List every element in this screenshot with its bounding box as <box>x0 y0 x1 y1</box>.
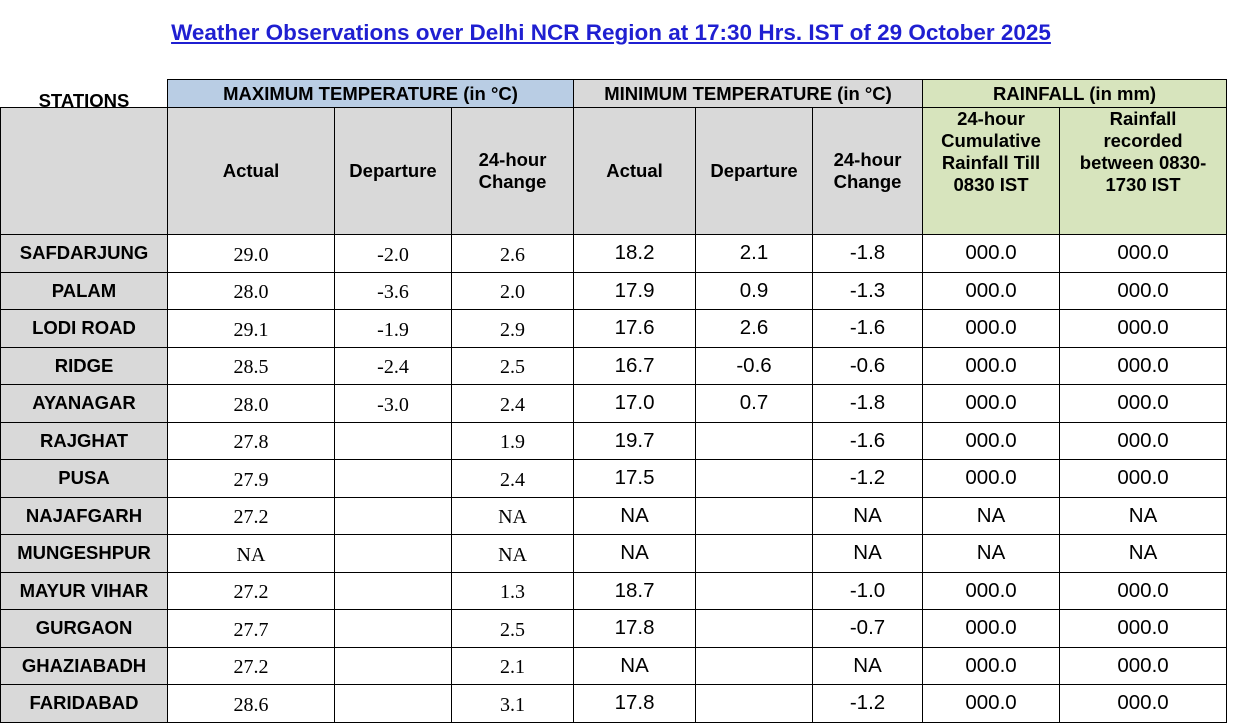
station-name-cell: LODI ROAD <box>1 310 168 348</box>
min-actual-cell: NA <box>574 497 696 535</box>
max-departure-cell: -2.4 <box>335 347 452 385</box>
min-actual-cell: 17.5 <box>574 460 696 498</box>
min-departure-cell <box>696 497 813 535</box>
station-name-cell: MAYUR VIHAR <box>1 572 168 610</box>
station-name-cell: NAJAFGARH <box>1 497 168 535</box>
rain-24h-cell: 000.0 <box>923 685 1060 723</box>
min-change-cell: -1.0 <box>813 572 923 610</box>
rain-day-cell: 000.0 <box>1060 572 1227 610</box>
min-actual-cell: NA <box>574 535 696 573</box>
min-change-header <box>813 108 923 235</box>
rain-24h-cell: 000.0 <box>923 347 1060 385</box>
min-change-cell: -1.8 <box>813 235 923 273</box>
rain-day-cell: 000.0 <box>1060 610 1227 648</box>
station-name-cell: SAFDARJUNG <box>1 235 168 273</box>
stations-header-label: STATIONS <box>38 90 130 111</box>
max-actual-cell: 27.2 <box>168 647 335 685</box>
min-change-cell: -1.3 <box>813 272 923 310</box>
max-temp-group-header: MAXIMUM TEMPERATURE (in °C) <box>168 80 574 108</box>
max-departure-cell <box>335 572 452 610</box>
table-row <box>1 385 1227 423</box>
max-actual-cell: 28.6 <box>168 685 335 723</box>
rain-24h-cell: NA <box>923 535 1060 573</box>
rain-day-cell: NA <box>1060 535 1227 573</box>
max-departure-cell: -3.6 <box>335 272 452 310</box>
table-row <box>1 572 1227 610</box>
station-name-cell: PUSA <box>1 460 168 498</box>
rain-24h-cell: 000.0 <box>923 647 1060 685</box>
min-change-cell: -1.8 <box>813 385 923 423</box>
min-actual-cell: NA <box>574 647 696 685</box>
max-change-cell: 2.4 <box>452 460 574 498</box>
rain-day-cell: 000.0 <box>1060 460 1227 498</box>
min-departure-cell: -0.6 <box>696 347 813 385</box>
min-departure-cell: 0.9 <box>696 272 813 310</box>
rain-24h-cell: 000.0 <box>923 460 1060 498</box>
table-row <box>1 685 1227 723</box>
station-name-cell: AYANAGAR <box>1 385 168 423</box>
max-departure-cell <box>335 422 452 460</box>
min-change-cell: NA <box>813 535 923 573</box>
max-departure-cell: -1.9 <box>335 310 452 348</box>
station-name-cell: FARIDABAD <box>1 685 168 723</box>
max-departure-cell <box>335 647 452 685</box>
max-change-cell: 1.9 <box>452 422 574 460</box>
max-change-cell: NA <box>452 497 574 535</box>
max-actual-cell: 27.8 <box>168 422 335 460</box>
max-actual-cell: 27.2 <box>168 572 335 610</box>
min-change-cell: -1.6 <box>813 310 923 348</box>
min-departure-cell <box>696 685 813 723</box>
max-departure-cell <box>335 497 452 535</box>
rain-24h-cell: 000.0 <box>923 385 1060 423</box>
rain-24h-cell: 000.0 <box>923 572 1060 610</box>
max-change-cell: 2.1 <box>452 647 574 685</box>
rain-24h-cell: 000.0 <box>923 610 1060 648</box>
min-change-cell: -1.2 <box>813 685 923 723</box>
min-change-cell: -1.6 <box>813 422 923 460</box>
max-change-cell: 3.1 <box>452 685 574 723</box>
max-departure-cell: -2.0 <box>335 235 452 273</box>
max-change-cell: 1.3 <box>452 572 574 610</box>
min-departure-cell: 2.1 <box>696 235 813 273</box>
min-departure-cell <box>696 610 813 648</box>
station-name-cell: PALAM <box>1 272 168 310</box>
min-departure-cell <box>696 422 813 460</box>
max-actual-cell: 27.2 <box>168 497 335 535</box>
table-row <box>1 235 1227 273</box>
min-departure-cell <box>696 647 813 685</box>
min-actual-cell: 18.7 <box>574 572 696 610</box>
max-departure-cell: -3.0 <box>335 385 452 423</box>
max-change-cell: 2.5 <box>452 610 574 648</box>
min-change-cell: -1.2 <box>813 460 923 498</box>
min-actual-cell: 16.7 <box>574 347 696 385</box>
min-departure-cell: 0.7 <box>696 385 813 423</box>
max-change-cell: 2.4 <box>452 385 574 423</box>
rain-24h-cell: 000.0 <box>923 235 1060 273</box>
max-change-header-label: 24-hour Change <box>478 149 547 192</box>
min-actual-cell: 17.0 <box>574 385 696 423</box>
stations-header <box>1 90 168 235</box>
station-name-cell: GURGAON <box>1 610 168 648</box>
station-name-cell: GHAZIABADH <box>1 647 168 685</box>
max-departure-cell <box>335 460 452 498</box>
observations-body <box>1 235 1227 723</box>
min-temp-group-header: MINIMUM TEMPERATURE (in °C) <box>574 80 923 108</box>
table-row <box>1 310 1227 348</box>
rain-24h-cell: NA <box>923 497 1060 535</box>
station-name-cell: MUNGESHPUR <box>1 535 168 573</box>
sub-header-row <box>1 108 1227 235</box>
rain-recorded-header <box>1060 108 1227 235</box>
min-change-cell: NA <box>813 497 923 535</box>
max-change-header <box>452 108 574 235</box>
max-change-cell: NA <box>452 535 574 573</box>
table-row <box>1 347 1227 385</box>
max-actual-cell: 28.5 <box>168 347 335 385</box>
max-change-cell: 2.6 <box>452 235 574 273</box>
min-actual-cell: 17.9 <box>574 272 696 310</box>
min-change-cell: NA <box>813 647 923 685</box>
max-departure-cell <box>335 685 452 723</box>
station-name-cell: RIDGE <box>1 347 168 385</box>
table-row <box>1 272 1227 310</box>
max-actual-cell: 28.0 <box>168 272 335 310</box>
max-actual-cell: 28.0 <box>168 385 335 423</box>
rain-recorded-header-label: Rainfall recorded between 0830-1730 IST <box>1079 108 1207 195</box>
min-departure-header: Departure <box>696 108 813 235</box>
table-row <box>1 535 1227 573</box>
max-change-cell: 2.9 <box>452 310 574 348</box>
max-departure-cell <box>335 535 452 573</box>
table-row <box>1 647 1227 685</box>
max-change-cell: 2.0 <box>452 272 574 310</box>
rain-day-cell: 000.0 <box>1060 272 1227 310</box>
rain-day-cell: 000.0 <box>1060 310 1227 348</box>
min-actual-header: Actual <box>574 108 696 235</box>
max-actual-cell: 29.1 <box>168 310 335 348</box>
min-departure-cell <box>696 460 813 498</box>
rain-24h-cell: 000.0 <box>923 310 1060 348</box>
rain-24h-cell: 000.0 <box>923 422 1060 460</box>
rain-day-cell: 000.0 <box>1060 347 1227 385</box>
max-actual-header: Actual <box>168 108 335 235</box>
max-actual-cell: 27.7 <box>168 610 335 648</box>
min-change-cell: -0.6 <box>813 347 923 385</box>
rain-cumulative-header-label: 24-hour Cumulative Rainfall Till 0830 IST <box>941 108 1041 195</box>
min-actual-cell: 17.6 <box>574 310 696 348</box>
rain-24h-cell: 000.0 <box>923 272 1060 310</box>
table-row <box>1 460 1227 498</box>
max-departure-cell <box>335 610 452 648</box>
group-header-row <box>1 80 1227 108</box>
table-row <box>1 497 1227 535</box>
observations-table <box>0 79 1227 723</box>
min-actual-cell: 17.8 <box>574 685 696 723</box>
rain-day-cell: 000.0 <box>1060 647 1227 685</box>
rain-day-cell: 000.0 <box>1060 385 1227 423</box>
table-row <box>1 422 1227 460</box>
max-actual-cell: 29.0 <box>168 235 335 273</box>
max-departure-header: Departure <box>335 108 452 235</box>
min-actual-cell: 18.2 <box>574 235 696 273</box>
table-row <box>1 610 1227 648</box>
rain-cumulative-header <box>923 108 1060 235</box>
min-change-header-label: 24-hour Change <box>833 149 902 192</box>
min-actual-cell: 17.8 <box>574 610 696 648</box>
max-actual-cell: 27.9 <box>168 460 335 498</box>
min-departure-cell <box>696 535 813 573</box>
min-departure-cell: 2.6 <box>696 310 813 348</box>
rain-day-cell: 000.0 <box>1060 422 1227 460</box>
rain-day-cell: NA <box>1060 497 1227 535</box>
min-actual-cell: 19.7 <box>574 422 696 460</box>
rainfall-group-header: RAINFALL (in mm) <box>923 80 1227 108</box>
max-actual-cell: NA <box>168 535 335 573</box>
max-change-cell: 2.5 <box>452 347 574 385</box>
rain-day-cell: 000.0 <box>1060 235 1227 273</box>
page-title: Weather Observations over Delhi NCR Region at 17:30 Hrs. IST of 29 October 2025 <box>171 20 1051 45</box>
station-name-cell: RAJGHAT <box>1 422 168 460</box>
min-change-cell: -0.7 <box>813 610 923 648</box>
rain-day-cell: 000.0 <box>1060 685 1227 723</box>
min-departure-cell <box>696 572 813 610</box>
